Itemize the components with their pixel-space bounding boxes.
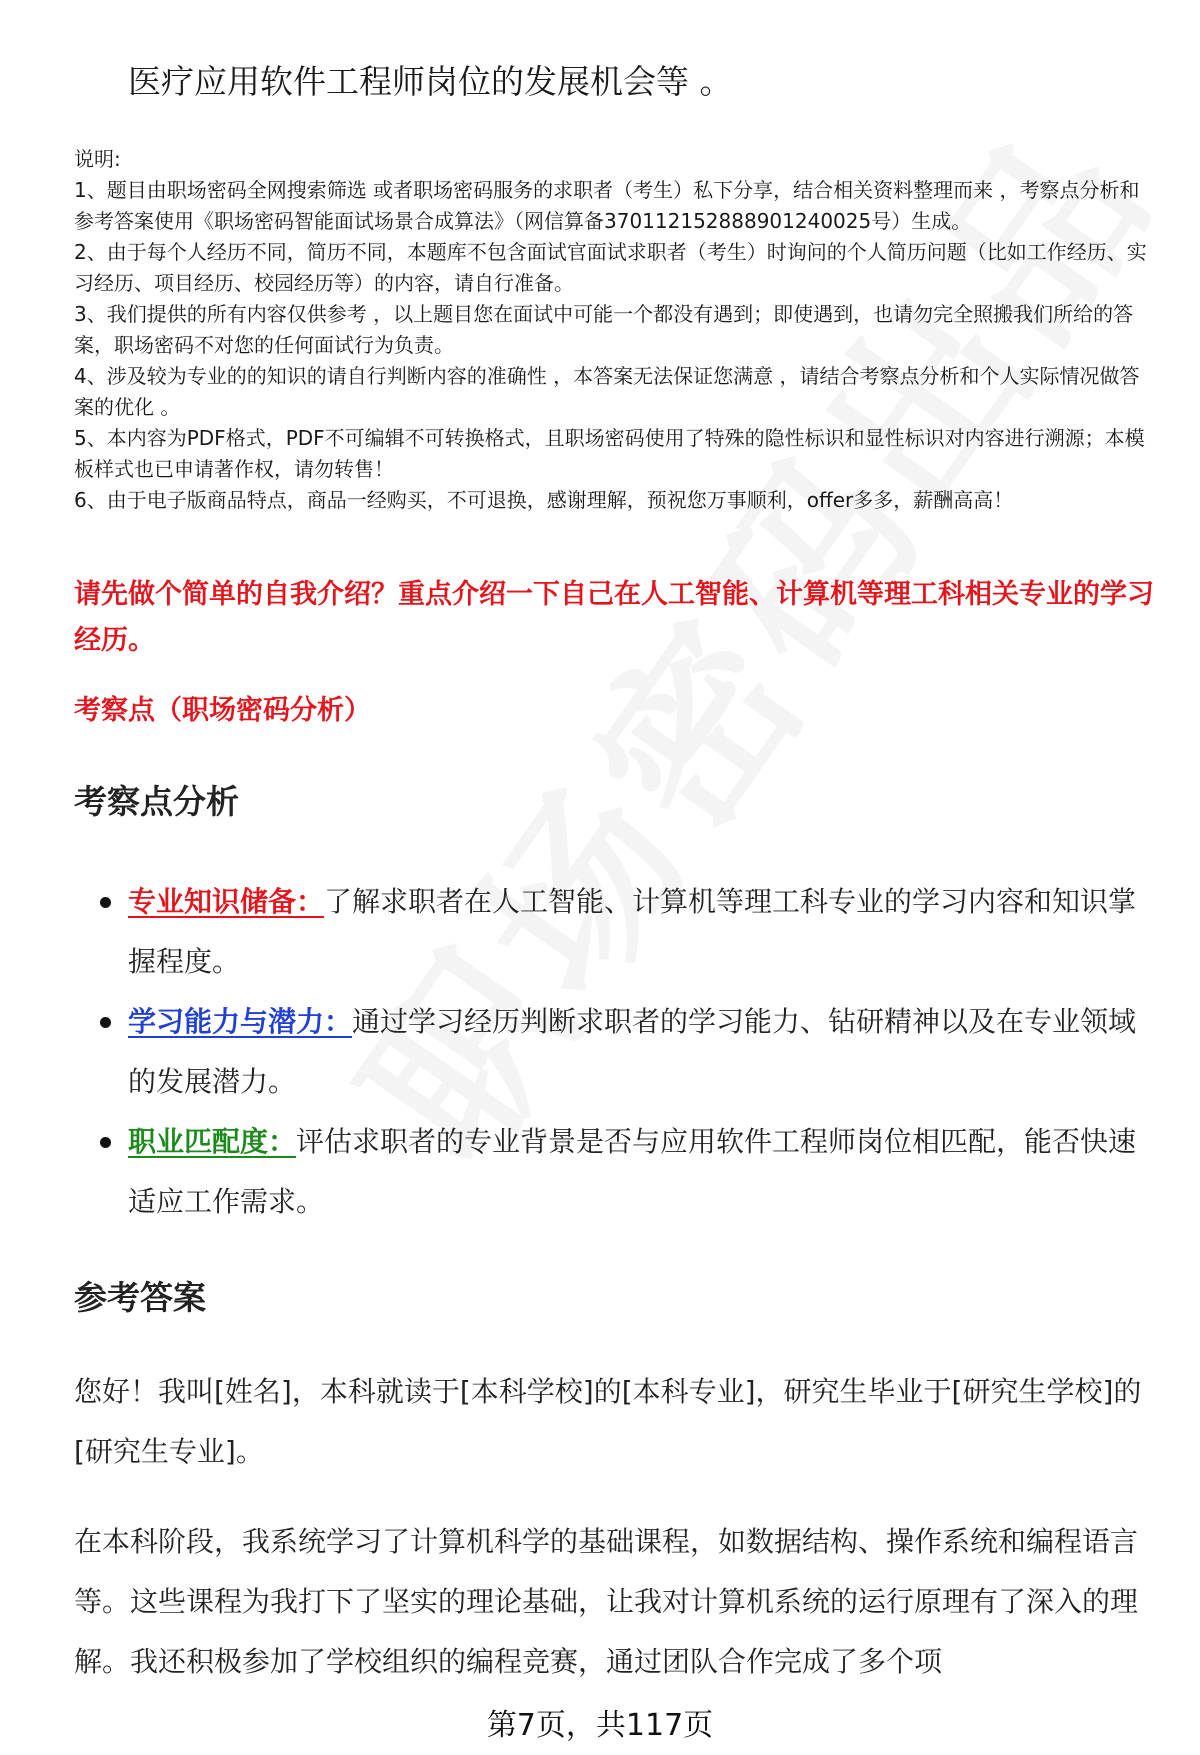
page-number: 第7页，共117页 xyxy=(486,1708,714,1743)
analysis-item xyxy=(74,992,1154,1112)
assessment-subheading: 考察点（职场密码分析） xyxy=(74,695,371,726)
analysis-item-text: 了解求职者在人工智能、计算机等理工科专业的学习内容和知识掌握程度。 xyxy=(128,885,1137,978)
answer-paragraph: 在本科阶段，我系统学习了计算机科学的基础课程，如数据结构、操作系统和编程语言等。这些课程为我打下了坚实的理论基础，让我对计算机系统的运行原理有了深入的理解。我还积极参加了学校组织的编程竞赛，通过团队合作完成了多个项 xyxy=(74,1525,1139,1678)
notes-title: 说明: xyxy=(74,147,121,171)
bullet-icon xyxy=(100,1137,111,1148)
bullet-icon xyxy=(100,1017,111,1028)
analysis-item xyxy=(74,1112,1154,1232)
note-item: 6、由于电子版商品特点，商品一经购买，不可退换，感谢理解，预祝您万事顺利，offer多多，薪酬高高！ xyxy=(74,488,1014,512)
analysis-item xyxy=(74,872,1154,992)
note-item: 2、由于每个人经历不同，简历不同，本题库不包含面试官面试求职者（考生）时询问的个人简历问题（比如工作经历、实习经历、项目经历、校园经历等）的内容，请自行准备。 xyxy=(74,240,1147,295)
answer-paragraph: 您好！我叫[姓名]，本科就读于[本科学校]的[本科专业]，研究生毕业于[研究生学校]的[研究生专业]。 xyxy=(74,1375,1142,1468)
notes-section xyxy=(74,144,1154,516)
note-item: 4、涉及较为专业的的知识的请自行判断内容的准确性 ，本答案无法保证您满意 ，请结合考察点分析和个人实际情况做答案的优化 。 xyxy=(74,364,1140,419)
previous-question-tail: 医疗应用软件工程师岗位的发展机会等 。 xyxy=(128,62,733,101)
analysis-item-tag: 专业知识储备： xyxy=(128,885,325,918)
analysis-item-text: 评估求职者的专业背景是否与应用软件工程师岗位相匹配，能否快速适应工作需求。 xyxy=(128,1125,1137,1218)
analysis-item-text: 通过学习经历判断求职者的学习能力、钻研精神以及在专业领域的发展潜力。 xyxy=(128,1005,1137,1098)
analysis-item-tag: 学习能力与潜力： xyxy=(128,1005,353,1038)
note-item: 1、题目由职场密码全网搜索筛选 或者职场密码服务的求职者（考生）私下分享，结合相关资料整理而来 ，考察点分析和参考答案使用《职场密码智能面试场景合成算法》（网信算备370112152888901240025号）生成。 xyxy=(74,178,1140,233)
analysis-item-tag: 职业匹配度： xyxy=(128,1125,297,1158)
interview-question: 请先做个简单的自我介绍？重点介绍一下自己在人工智能、计算机等理工科相关专业的学习经历。 xyxy=(74,579,1154,656)
analysis-list xyxy=(74,872,1154,1232)
note-item: 3、我们提供的所有内容仅供参考 ，以上题目您在面试中可能一个都没有遇到；即使遇到，也请勿完全照搬我们所给的答案，职场密码不对您的任何面试行为负责。 xyxy=(74,302,1134,357)
bullet-icon xyxy=(100,897,111,908)
analysis-heading: 考察点分析 xyxy=(74,782,239,821)
note-item: 5、本内容为PDF格式，PDF不可编辑不可转换格式，且职场密码使用了特殊的隐性标识和显性标识对内容进行溯源；本模板样式也已申请著作权，请勿转售！ xyxy=(74,426,1145,481)
answer-heading: 参考答案 xyxy=(74,1278,206,1317)
